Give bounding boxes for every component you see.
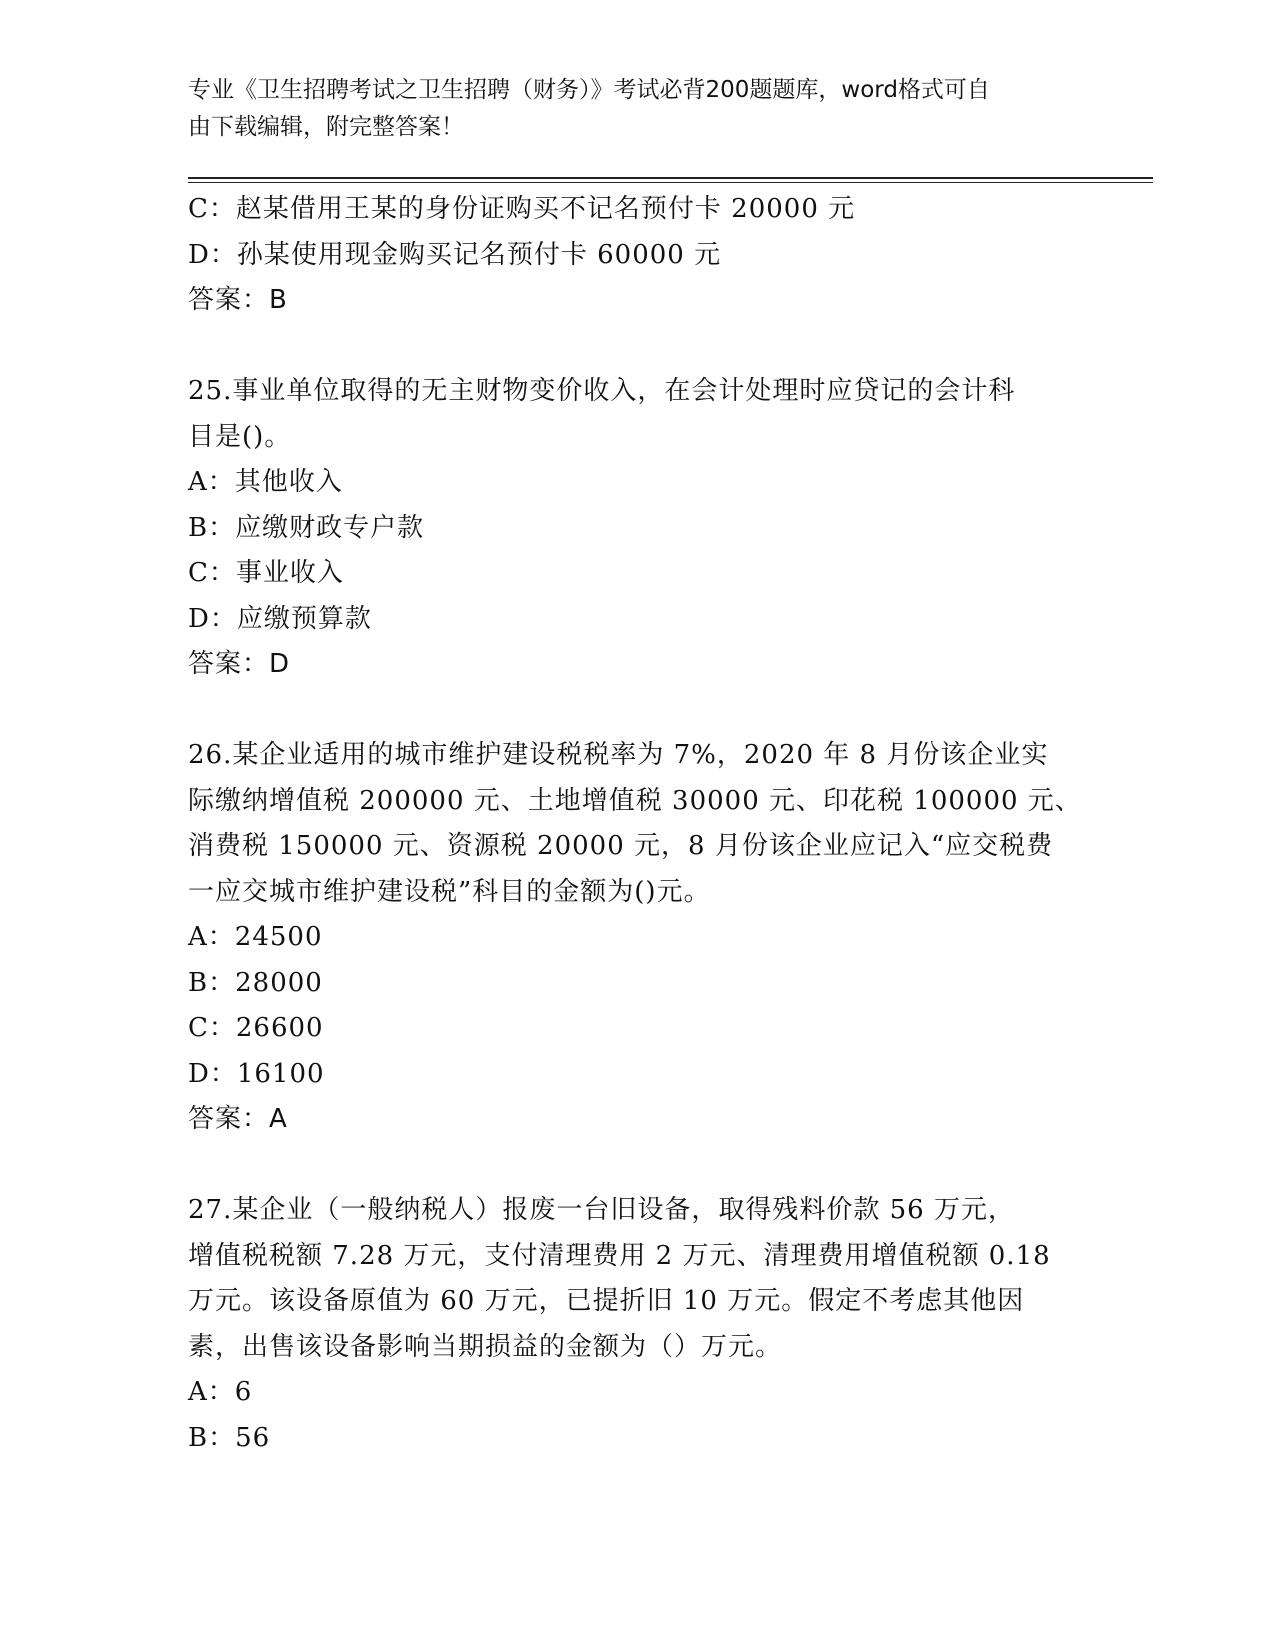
header-line-1: 专业《卫生招聘考试之卫生招聘（财务）》考试必背200题题库，word格式可自 (188, 77, 990, 103)
question-stem-line: 25.事业单位取得的无主财物变价收入，在会计处理时应贷记的会计科 (188, 376, 1016, 406)
spacer (188, 688, 1088, 734)
option-b: B：28000 (188, 967, 323, 998)
spacer (188, 1143, 1088, 1189)
question-24-tail (188, 187, 1088, 324)
option-c: C：26600 (188, 1013, 324, 1043)
option-d: D：孙某使用现金购买记名预付卡 60000 元 (188, 239, 722, 270)
question-stem-line: 素，出售该设备影响当期损益的金额为（）万元。 (188, 1331, 783, 1362)
option-a: A：24500 (188, 922, 323, 952)
option-c: C：赵某借用王某的身份证购买不记名预付卡 20000 元 (188, 194, 856, 224)
question-stem-line: 万元。该设备原值为 60 万元，已提折旧 10 万元。假定不考虑其他因 (188, 1286, 1025, 1316)
answer-label: 答案：D (188, 649, 291, 679)
option-c: C：事业收入 (188, 558, 344, 588)
question-stem-line: 27.某企业（一般纳税人）报废一台旧设备，取得残料价款 56 万元， (188, 1195, 1015, 1225)
document-header (188, 72, 1068, 146)
spacer (188, 324, 1088, 370)
option-b: B：56 (188, 1422, 271, 1453)
question-stem-line: 一应交城市维护建设税”科目的金额为()元。 (188, 876, 711, 907)
header-divider-thick (188, 177, 1153, 179)
answer-label: 答案：B (188, 285, 288, 315)
option-a: A：其他收入 (188, 467, 343, 497)
answer-label: 答案：A (188, 1104, 288, 1134)
question-content (188, 187, 1088, 1461)
question-stem-line: 26.某企业适用的城市维护建设税税率为 7%，2020 年 8 月份该企业实 (188, 740, 1049, 770)
question-27 (188, 1188, 1088, 1461)
question-stem-line: 际缴纳增值税 200000 元、土地增值税 30000 元、印花税 100000 元、 (188, 785, 1082, 816)
question-stem-line: 增值税税额 7.28 万元，支付清理费用 2 万元、清理费用增值税额 0.18 (188, 1240, 1051, 1271)
question-25 (188, 369, 1088, 688)
option-b: B：应缴财政专户款 (188, 512, 425, 543)
option-d: D：16100 (188, 1058, 325, 1089)
header-line-2: 由下载编辑，附完整答案！ (188, 114, 464, 140)
question-stem-line: 消费税 150000 元、资源税 20000 元，8 月份该企业应记入“应交税费 (188, 831, 1054, 861)
option-d: D：应缴预算款 (188, 603, 372, 634)
question-stem-line: 目是()。 (188, 421, 292, 452)
header-divider-thin (188, 182, 1153, 183)
question-26 (188, 733, 1088, 1143)
option-a: A：6 (188, 1377, 253, 1407)
